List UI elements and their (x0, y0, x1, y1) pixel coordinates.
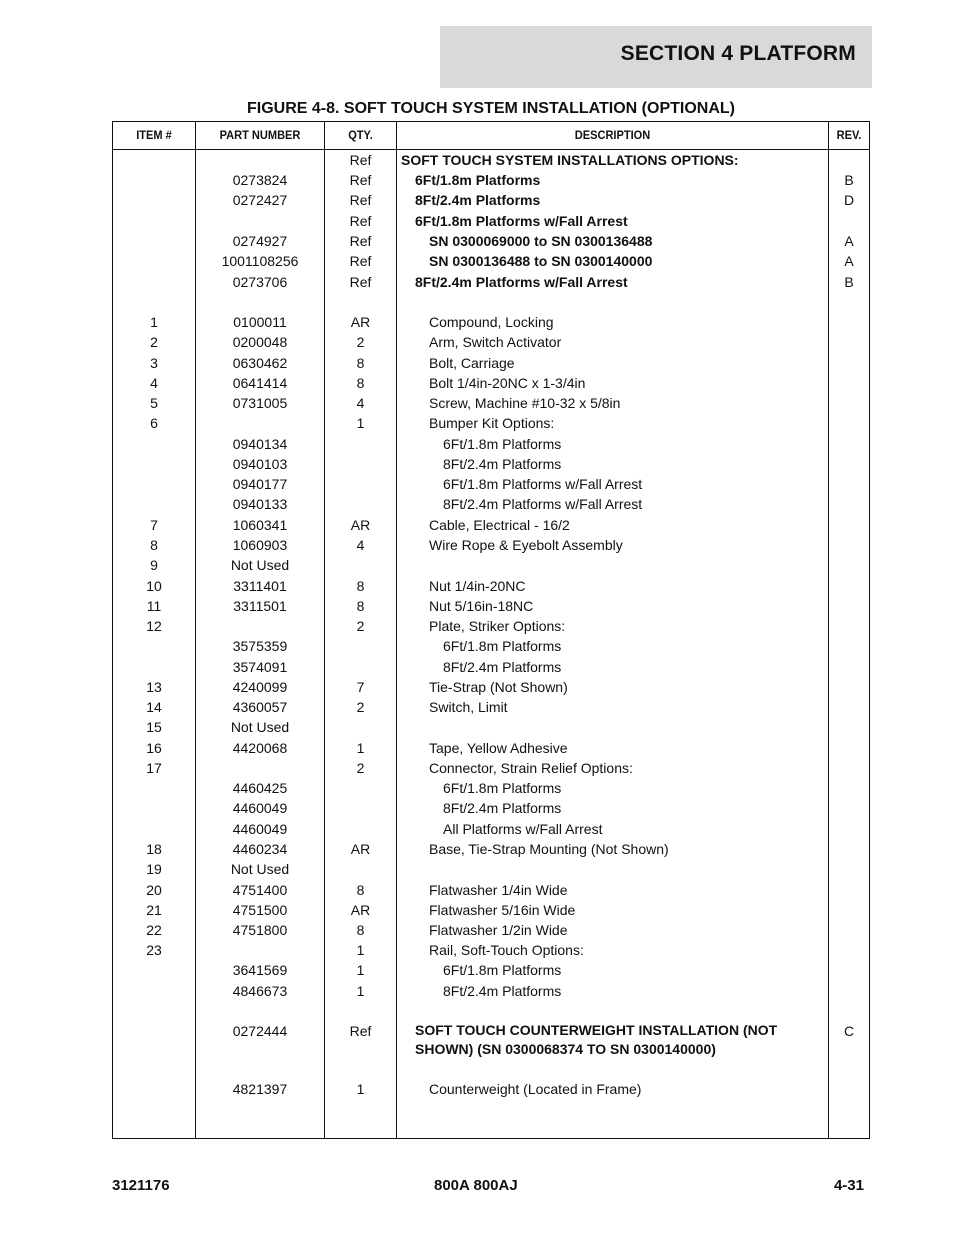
description-cell: 8Ft/2.4m Platforms (443, 659, 562, 675)
description-cell: SN 0300136488 to SN 0300140000 (429, 253, 653, 269)
header-rev: REV. (836, 128, 862, 142)
part-number-cell: 4751400 (232, 882, 288, 898)
item-number-cell: 14 (146, 699, 162, 715)
part-number-cell: 0630462 (232, 355, 288, 371)
table-row (113, 798, 869, 818)
figure-title: FIGURE 4-8. SOFT TOUCH SYSTEM INSTALLATION (OPTIONAL) (247, 100, 735, 117)
part-number-cell: 0940134 (232, 436, 288, 452)
description-cell: 8Ft/2.4m Platforms (443, 456, 562, 472)
table-row (113, 1079, 869, 1099)
header-description: DESCRIPTION (574, 128, 651, 142)
table-row (113, 738, 869, 758)
rev-cell: A (844, 233, 854, 249)
description-cell: Base, Tie-Strap Mounting (Not Shown) (429, 841, 669, 857)
qty-cell: 4 (356, 395, 365, 411)
part-number-cell: 4420068 (232, 740, 288, 756)
description-cell: 8Ft/2.4m Platforms (415, 192, 541, 208)
description-cell: Compound, Locking (429, 314, 554, 330)
description-cell: Wire Rope & Eyebolt Assembly (429, 537, 623, 553)
part-number-cell: 4751500 (232, 902, 288, 918)
part-number-cell: 4821397 (232, 1081, 288, 1097)
table-row (113, 353, 869, 373)
part-number-cell: 1060903 (232, 537, 288, 553)
table-row (113, 940, 869, 960)
part-number-cell: 0272427 (232, 192, 288, 208)
rev-cell: C (843, 1023, 855, 1039)
description-cell: 8Ft/2.4m Platforms w/Fall Arrest (415, 274, 628, 290)
description-cell: Flatwasher 1/2in Wide (429, 922, 568, 938)
part-number-cell: 1001108256 (221, 253, 299, 269)
qty-cell: 4 (356, 537, 365, 553)
table-row (113, 434, 869, 454)
section-title: SECTION 4 PLATFORM (620, 42, 856, 65)
qty-cell: Ref (349, 233, 372, 249)
part-number-cell: 0641414 (232, 375, 288, 391)
description-cell: SOFT TOUCH COUNTERWEIGHT INSTALLATION (NOT SHOWN) (SN 0300068374 TO SN 0300140000) (415, 1022, 778, 1057)
item-number-cell: 17 (146, 760, 162, 776)
description-cell: Plate, Striker Options: (429, 618, 566, 634)
table-row (113, 657, 869, 677)
description-cell: Bolt, Carriage (429, 355, 515, 371)
item-number-cell: 3 (150, 355, 158, 371)
description-cell: Tie-Strap (Not Shown) (429, 679, 568, 695)
table-row (113, 839, 869, 859)
description-cell: 6Ft/1.8m Platforms (415, 172, 541, 188)
qty-cell: 7 (356, 679, 365, 695)
qty-cell: AR (350, 841, 371, 857)
description-cell: Nut 5/16in-18NC (429, 598, 534, 614)
table-row (113, 758, 869, 778)
qty-cell: AR (350, 902, 371, 918)
table-row (113, 272, 869, 292)
table-row (113, 778, 869, 798)
description-cell: Bolt 1/4in-20NC x 1-3/4in (429, 375, 586, 391)
description-cell: Arm, Switch Activator (429, 334, 562, 350)
part-number-cell: 4460049 (232, 821, 288, 837)
part-number-cell: 0273824 (232, 172, 288, 188)
part-number-cell: 0100011 (233, 314, 287, 330)
table-row (113, 413, 869, 433)
description-cell: Screw, Machine #10-32 x 5/8in (429, 395, 621, 411)
table-row (113, 859, 869, 879)
part-number-cell: 0200048 (232, 334, 288, 350)
description-cell: 6Ft/1.8m Platforms (443, 436, 562, 452)
part-number-cell: 3311401 (233, 578, 287, 594)
item-number-cell: 20 (146, 882, 162, 898)
table-row (113, 555, 869, 575)
qty-cell: 1 (356, 962, 365, 978)
part-number-cell: 0940133 (232, 496, 288, 512)
part-number-cell: Not Used (230, 719, 290, 735)
table-row (113, 576, 869, 596)
part-number-cell: 4751800 (232, 922, 288, 938)
item-number-cell: 11 (146, 598, 162, 614)
qty-cell: 1 (356, 942, 365, 958)
qty-cell: Ref (349, 152, 372, 168)
qty-cell: Ref (349, 274, 372, 290)
qty-cell: Ref (349, 253, 372, 269)
item-number-cell: 22 (146, 922, 162, 938)
part-number-cell: 0940103 (232, 456, 288, 472)
item-number-cell: 5 (150, 395, 158, 411)
section-header (440, 26, 872, 88)
parts-table (112, 121, 870, 1139)
description-cell: Switch, Limit (429, 699, 508, 715)
qty-cell: 8 (356, 882, 365, 898)
part-number-cell: 0731005 (232, 395, 288, 411)
header-qty: QTY. (348, 128, 373, 142)
table-row (113, 190, 869, 210)
description-cell: 6Ft/1.8m Platforms w/Fall Arrest (443, 476, 643, 492)
item-number-cell: 12 (146, 618, 162, 634)
table-row (113, 616, 869, 636)
table-row (113, 515, 869, 535)
table-row (113, 494, 869, 514)
part-number-cell: 4360057 (232, 699, 288, 715)
qty-cell: AR (350, 517, 371, 533)
table-row (113, 332, 869, 352)
item-number-cell: 4 (150, 375, 158, 391)
part-number-cell: 0273706 (232, 274, 288, 290)
item-number-cell: 15 (146, 719, 162, 735)
description-cell: Tape, Yellow Adhesive (429, 740, 568, 756)
item-number-cell: 2 (150, 334, 158, 350)
item-number-cell: 21 (146, 902, 162, 918)
table-row (113, 170, 869, 190)
item-number-cell: 1 (150, 314, 158, 330)
description-cell: 8Ft/2.4m Platforms (443, 800, 562, 816)
table-row (113, 819, 869, 839)
item-number-cell: 8 (150, 537, 158, 553)
description-cell: Cable, Electrical - 16/2 (429, 517, 570, 533)
table-row (113, 251, 869, 271)
qty-cell: 8 (356, 375, 365, 391)
part-number-cell: 0940177 (232, 476, 288, 492)
qty-cell: 1 (356, 740, 365, 756)
qty-cell: 2 (356, 334, 365, 350)
part-number-cell: 3574091 (232, 659, 288, 675)
table-row (113, 474, 869, 494)
part-number-cell: 1060341 (232, 517, 288, 533)
item-number-cell: 18 (146, 841, 162, 857)
table-row (113, 880, 869, 900)
part-number-cell: 0272444 (232, 1023, 288, 1039)
item-number-cell: 6 (150, 415, 158, 431)
part-number-cell: 4460234 (232, 841, 288, 857)
qty-cell: 1 (356, 415, 365, 431)
qty-cell: Ref (349, 192, 372, 208)
description-cell: Nut 1/4in-20NC (429, 578, 526, 594)
description-cell: Counterweight (Located in Frame) (429, 1081, 642, 1097)
table-row (113, 920, 869, 940)
footer-model: 800A 800AJ (434, 1177, 518, 1194)
table-row (113, 150, 869, 170)
description-cell: Flatwasher 5/16in Wide (429, 902, 576, 918)
qty-cell: 1 (356, 983, 365, 999)
part-number-cell: 4240099 (232, 679, 288, 695)
rev-cell: A (844, 253, 854, 269)
part-number-cell: 3311501 (233, 598, 287, 614)
description-cell: Connector, Strain Relief Options: (429, 760, 633, 776)
part-number-cell: 4460425 (232, 780, 288, 796)
table-row (113, 393, 869, 413)
part-number-cell: Not Used (230, 557, 290, 573)
rev-cell: B (844, 172, 854, 188)
description-cell: Rail, Soft-Touch Options: (429, 942, 584, 958)
part-number-cell: 4846673 (232, 983, 288, 999)
description-cell: 8Ft/2.4m Platforms (443, 983, 562, 999)
part-number-cell: Not Used (230, 861, 290, 877)
qty-cell: AR (350, 314, 371, 330)
rev-cell: B (844, 274, 854, 290)
part-number-cell: 3641569 (232, 962, 288, 978)
description-cell: SN 0300069000 to SN 0300136488 (429, 233, 653, 249)
description-cell: 6Ft/1.8m Platforms (443, 638, 562, 654)
description-cell: 8Ft/2.4m Platforms w/Fall Arrest (443, 496, 643, 512)
table-row (113, 312, 869, 332)
footer-page-number: 4-31 (833, 1177, 864, 1194)
table-row (113, 900, 869, 920)
table-row (113, 231, 869, 251)
item-number-cell: 13 (146, 679, 162, 695)
table-row (113, 677, 869, 697)
table-row (113, 960, 869, 980)
description-cell: SOFT TOUCH SYSTEM INSTALLATIONS OPTIONS: (401, 152, 739, 168)
item-number-cell: 23 (146, 942, 162, 958)
description-cell: All Platforms w/Fall Arrest (443, 821, 603, 837)
qty-cell: Ref (349, 213, 372, 229)
table-row (113, 211, 869, 231)
qty-cell: 2 (356, 760, 365, 776)
qty-cell: Ref (349, 1023, 372, 1039)
item-number-cell: 10 (146, 578, 162, 594)
description-cell: Flatwasher 1/4in Wide (429, 882, 568, 898)
table-row (113, 636, 869, 656)
item-number-cell: 16 (146, 740, 162, 756)
table-row (113, 717, 869, 737)
description-cell: 6Ft/1.8m Platforms w/Fall Arrest (415, 213, 628, 229)
qty-cell: 8 (356, 922, 365, 938)
part-number-cell: 4460049 (232, 800, 288, 816)
description-cell: Bumper Kit Options: (429, 415, 555, 431)
item-number-cell: 9 (150, 557, 158, 573)
description-cell: 6Ft/1.8m Platforms (443, 780, 562, 796)
qty-cell: 2 (356, 618, 365, 634)
qty-cell: 8 (356, 355, 365, 371)
qty-cell: 8 (356, 578, 365, 594)
table-row (113, 1021, 869, 1057)
footer-doc-number: 3121176 (112, 1177, 170, 1194)
item-number-cell: 7 (150, 517, 158, 533)
part-number-cell: 3575359 (232, 638, 288, 654)
qty-cell: 2 (356, 699, 365, 715)
part-number-cell: 0274927 (232, 233, 288, 249)
description-cell: 6Ft/1.8m Platforms (443, 962, 562, 978)
table-row (113, 535, 869, 555)
qty-cell: 8 (356, 598, 365, 614)
qty-cell: Ref (349, 172, 372, 188)
table-row (113, 981, 869, 1001)
table-row (113, 454, 869, 474)
table-row (113, 697, 869, 717)
header-part-number: PART NUMBER (219, 128, 301, 142)
header-item: ITEM # (136, 128, 172, 142)
table-row (113, 373, 869, 393)
qty-cell: 1 (356, 1081, 365, 1097)
table-row (113, 596, 869, 616)
rev-cell: D (843, 192, 855, 208)
item-number-cell: 19 (146, 861, 162, 877)
